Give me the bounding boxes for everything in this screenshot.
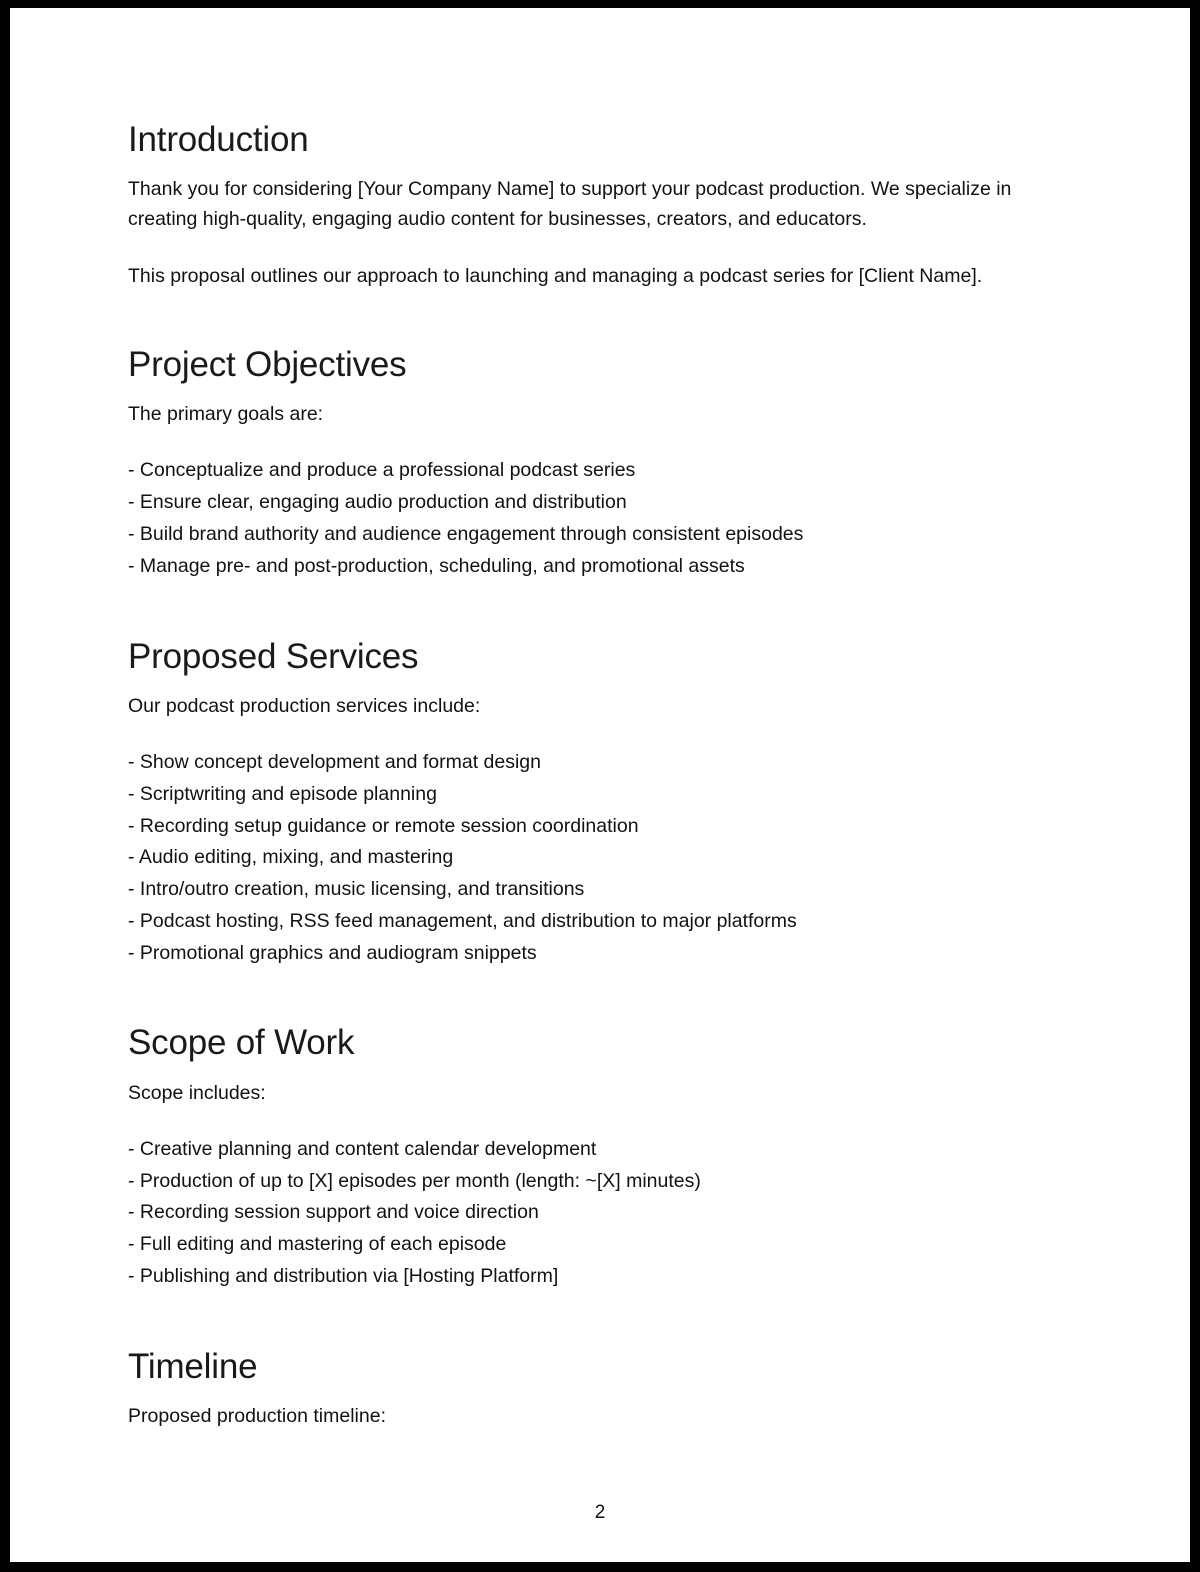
paragraph: Scope includes: <box>128 1081 266 1104</box>
list-item: - Podcast hosting, RSS feed management, and distribution to major platforms <box>128 909 797 932</box>
list-item: - Publishing and distribution via [Hosting Platform] <box>128 1265 559 1288</box>
section-heading-introduction: Introduction <box>128 120 309 159</box>
bullet-list <box>128 747 1072 969</box>
list-item: - Recording setup guidance or remote session coordination <box>128 814 639 837</box>
list-item: - Full editing and mastering of each episode <box>128 1233 507 1256</box>
paragraph: This proposal outlines our approach to launching and managing a podcast series for [Client Name]. <box>128 264 983 287</box>
list-item: - Show concept development and format design <box>128 750 541 773</box>
list-item: - Scriptwriting and episode planning <box>128 782 437 805</box>
list-item: - Build brand authority and audience engagement through consistent episodes <box>128 522 804 545</box>
paragraph: Our podcast production services include: <box>128 694 481 717</box>
bullet-list <box>128 1134 1072 1293</box>
list-item: - Conceptualize and produce a professional podcast series <box>128 459 636 482</box>
section-heading-proposed-services: Proposed Services <box>128 636 419 676</box>
page-number: 2 <box>594 1502 606 1523</box>
list-item: - Ensure clear, engaging audio production and distribution <box>128 491 627 514</box>
section-heading-timeline: Timeline <box>128 1346 258 1386</box>
paragraph: Proposed production timeline: <box>128 1405 386 1428</box>
list-item: - Creative planning and content calendar development <box>128 1137 597 1160</box>
section-project-objectives <box>128 345 1072 583</box>
list-item: - Promotional graphics and audiogram snippets <box>128 941 537 964</box>
section-heading-project-objectives: Project Objectives <box>128 344 407 384</box>
section-heading-scope-of-work: Scope of Work <box>128 1023 355 1063</box>
list-item: - Production of up to [X] episodes per month (length: ~[X] minutes) <box>128 1169 701 1192</box>
bullet-list <box>128 455 1072 582</box>
document-page <box>10 8 1190 1562</box>
list-item: - Recording session support and voice direction <box>128 1201 539 1224</box>
paragraph: Thank you for considering [Your Company Name] to support your podcast production. We specialize in creating high-quality, engaging audio content for businesses, creators, and educators. <box>128 178 1012 231</box>
section-timeline <box>128 1347 1072 1431</box>
list-item: - Audio editing, mixing, and mastering <box>128 846 454 869</box>
list-item: - Intro/outro creation, music licensing, and transitions <box>128 878 585 901</box>
section-introduction <box>128 120 1072 291</box>
section-proposed-services <box>128 637 1072 970</box>
section-scope-of-work <box>128 1023 1072 1292</box>
paragraph: The primary goals are: <box>128 403 324 426</box>
list-item: - Manage pre- and post-production, scheduling, and promotional assets <box>128 554 745 577</box>
